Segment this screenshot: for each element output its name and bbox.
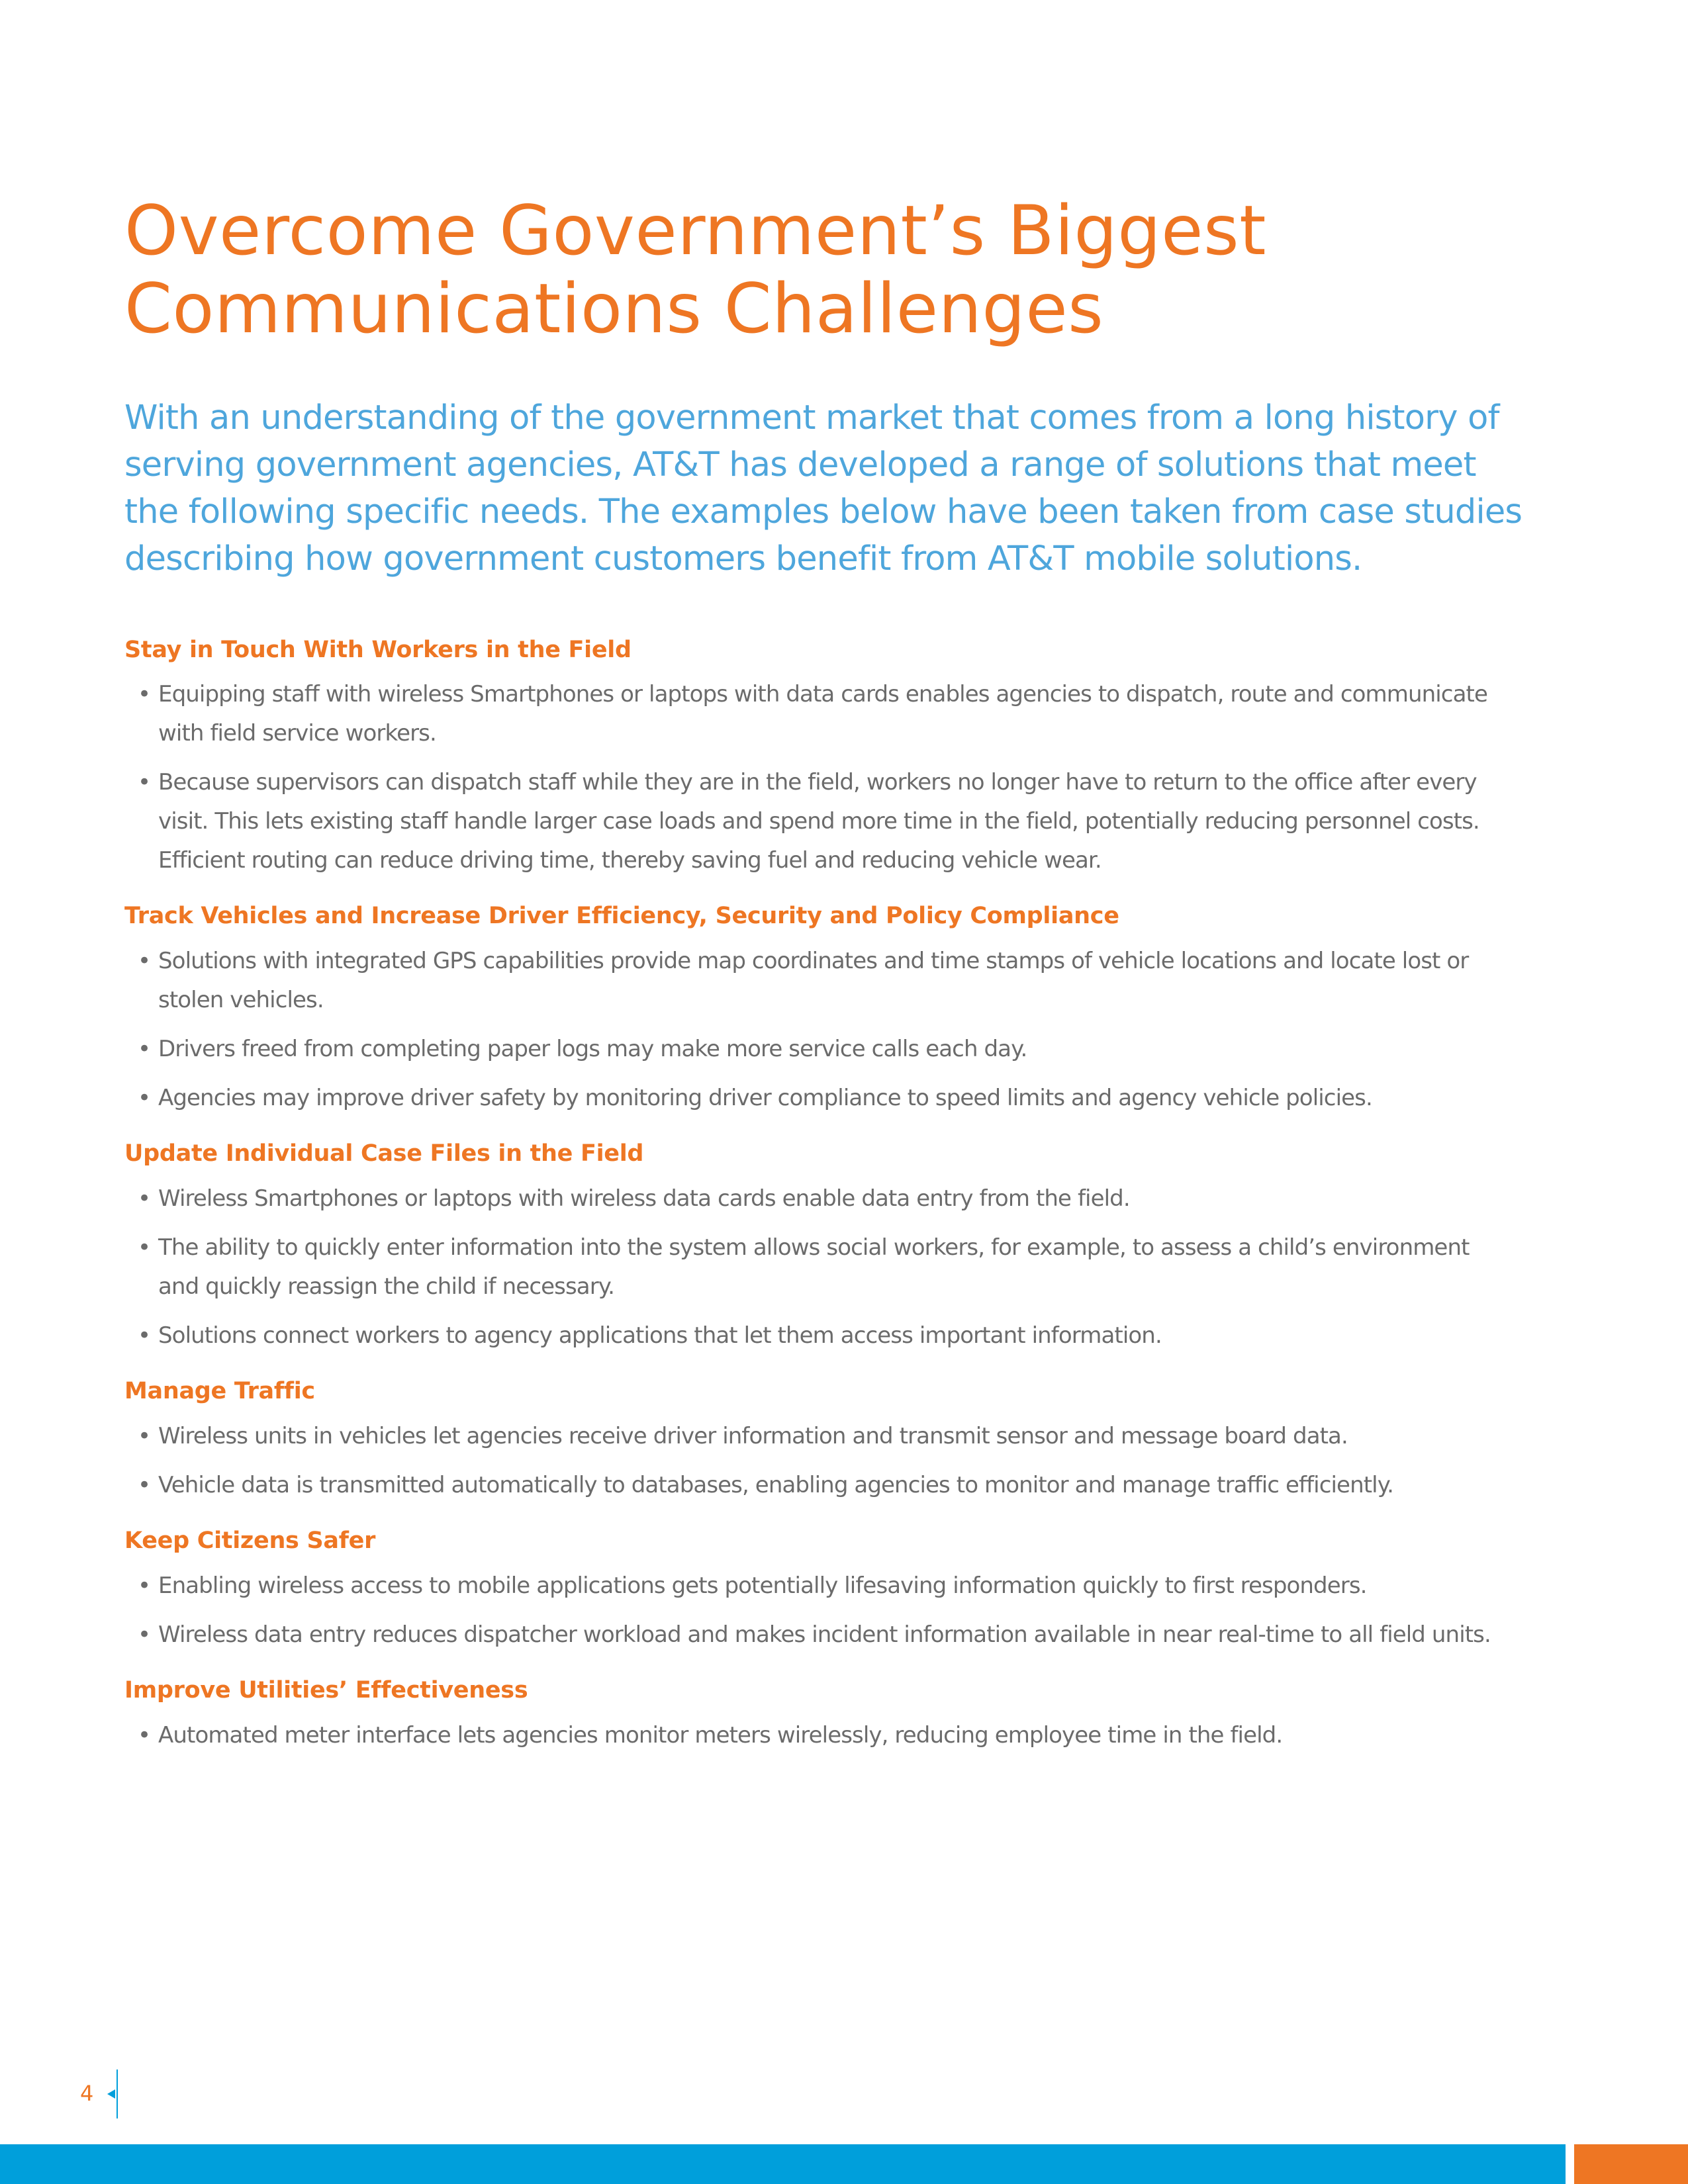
list-item [124,1567,1515,1606]
bullet-icon: • [138,1185,151,1212]
list-item [124,1179,1515,1218]
list-item [124,1316,1515,1355]
section-update-case-files [124,1138,1515,1355]
section-improve-utilities [124,1674,1515,1755]
bullet-icon: • [138,948,151,974]
list-item [124,1079,1515,1118]
page-content [124,191,1523,1755]
list-item [124,942,1515,1020]
page-title-line-2: Communications Challenges [124,269,1104,349]
intro-paragraph: With an understanding of the government market that comes from a long history of serving government agencies, AT&T has developed a range of solutions that meet the following specific needs. The examples below have been taken from case studies describing how government customers benefit from AT&T mobile solutions. [124,398,1523,578]
list-item-text: Drivers freed from completing paper logs may make more service calls each day. [158,1036,1027,1062]
bullet-list [124,1417,1515,1505]
list-item [124,1228,1515,1306]
bullet-icon: • [138,1085,151,1111]
bullet-list [124,1716,1515,1755]
bullet-list [124,675,1515,880]
list-item [124,1466,1515,1505]
section-heading: Update Individual Case Files in the Field [124,1140,644,1167]
list-item-text: Automated meter interface lets agencies monitor meters wirelessly, reducing employee time in the field. [158,1722,1283,1749]
bullet-list [124,942,1515,1118]
list-item [124,1417,1515,1456]
page-title-line-1: Overcome Government’s Biggest [124,191,1267,271]
bullet-icon: • [138,1722,151,1749]
section-keep-citizens-safer [124,1525,1515,1655]
list-item-text: Wireless data entry reduces dispatcher workload and makes incident information available in near real-time to all field units. [158,1621,1491,1648]
bullet-icon: • [138,1234,151,1261]
bullet-list [124,1567,1515,1655]
bullet-icon: • [138,681,151,707]
list-item-text: Solutions connect workers to agency applications that let them access important information. [158,1322,1162,1349]
bullet-icon: • [138,1036,151,1062]
section-heading: Improve Utilities’ Effectiveness [124,1677,528,1704]
list-item [124,1030,1515,1069]
list-item-text: Agencies may improve driver safety by monitoring driver compliance to speed limits and agency vehicle policies. [158,1085,1372,1111]
list-item-text: Vehicle data is transmitted automatically to databases, enabling agencies to monitor and manage traffic efficiently. [158,1472,1393,1498]
bullet-icon: • [138,1423,151,1449]
section-heading: Track Vehicles and Increase Driver Efficiency, Security and Policy Compliance [124,903,1119,929]
list-item-text: Because supervisors can dispatch staff while they are in the field, workers no longer have to return to the office after every visit. This lets existing staff handle larger case loads and spend more time in the field, potentially reducing personnel costs. Efficient routing can reduce driving time, thereby saving fuel and reducing vehicle wear. [158,769,1479,874]
left-triangle-marker-icon [106,2070,120,2118]
bullet-icon: • [138,1621,151,1648]
bullet-icon: • [138,1322,151,1349]
bullet-icon: • [138,1572,151,1599]
list-item-text: Wireless units in vehicles let agencies receive driver information and transmit sensor and message board data. [158,1423,1348,1449]
bullet-icon: • [138,769,151,796]
page-title [124,192,1515,348]
list-item-text: The ability to quickly enter information into the system allows social workers, for example, to assess a child’s environment and quickly reassign the child if necessary. [158,1234,1470,1300]
footer-blue-bar [0,2144,1566,2184]
page-number: 4 [80,2081,94,2106]
section-track-vehicles [124,900,1515,1118]
section-heading: Keep Citizens Safer [124,1527,376,1554]
bullet-list [124,1179,1515,1355]
section-manage-traffic [124,1375,1515,1505]
list-item [124,763,1515,880]
list-item [124,1615,1515,1655]
footer-orange-accent [1574,2144,1688,2184]
list-item-text: Wireless Smartphones or laptops with wireless data cards enable data entry from the field. [158,1185,1130,1212]
list-item [124,675,1515,753]
list-item-text: Equipping staff with wireless Smartphones or laptops with data cards enables agencies to dispatch, route and communicate with field service workers. [158,681,1487,747]
list-item-text: Enabling wireless access to mobile applications gets potentially lifesaving information quickly to first responders. [158,1572,1367,1599]
list-item [124,1716,1515,1755]
section-stay-in-touch [124,634,1515,880]
section-heading: Stay in Touch With Workers in the Field [124,637,632,663]
section-heading: Manage Traffic [124,1378,315,1404]
bullet-icon: • [138,1472,151,1498]
list-item-text: Solutions with integrated GPS capabilities provide map coordinates and time stamps of vehicle locations and locate lost or stolen vehicles. [158,948,1469,1013]
